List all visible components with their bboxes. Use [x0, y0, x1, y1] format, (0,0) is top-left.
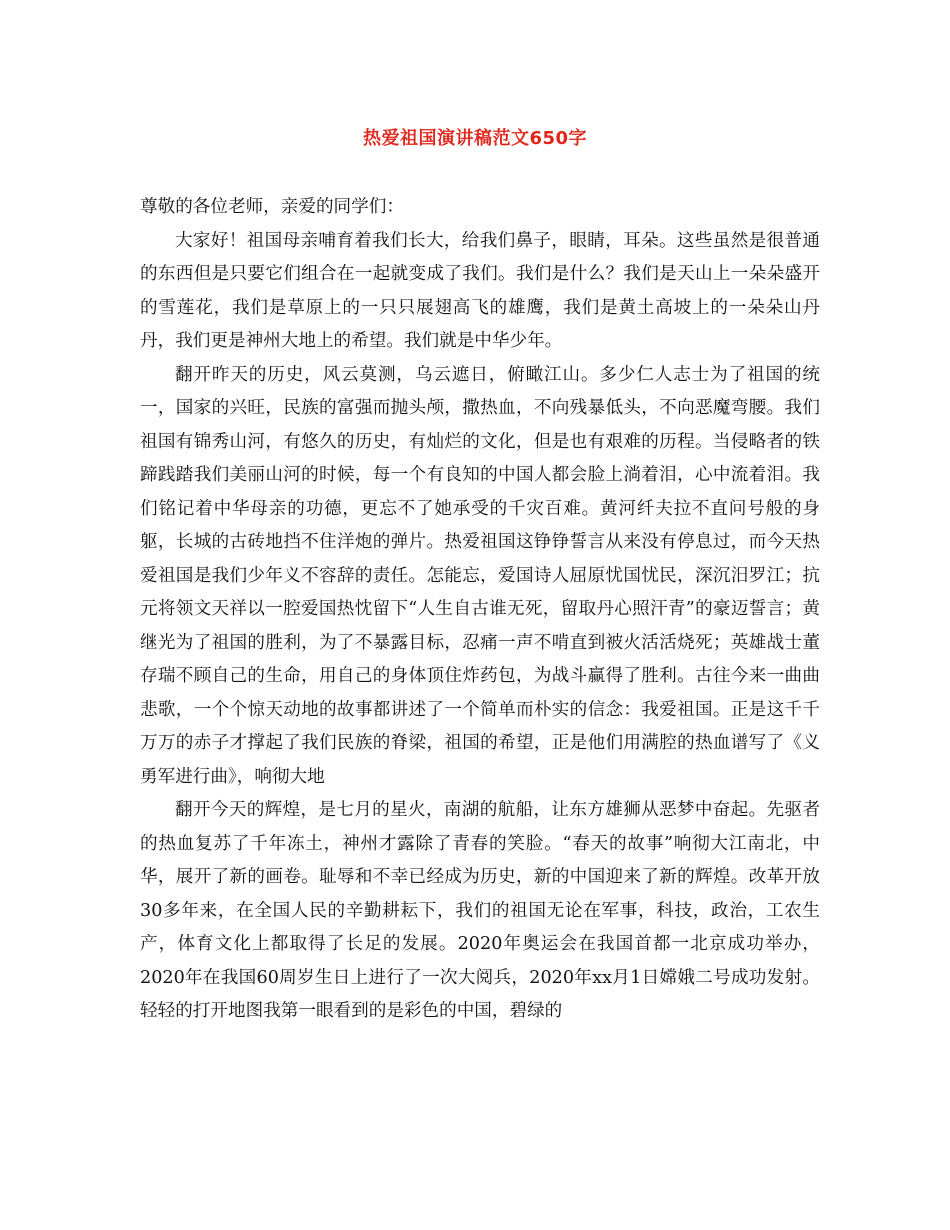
paragraph-1: 大家好！祖国母亲哺育着我们长大，给我们鼻子，眼睛，耳朵。这些虽然是很普通的东西但是只要它们组合在一起就变成了我们。我们是什么？我们是天山上一朵朵盛开的雪莲花，我们是草原上的一只只展翅高飞的雄鹰，我们是黄土高坡上的一朵朵山丹丹，我们更是神州大地上的希望。我们就是中华少年。	[140, 230, 820, 351]
salutation: 尊敬的各位老师，亲爱的同学们：	[140, 197, 404, 217]
document-body	[140, 191, 820, 1029]
paragraph-3: 翻开今天的辉煌，是七月的星火，南湖的航船，让东方雄狮从恶梦中奋起。先驱者的热血复苏了千年冻土，神州才露除了青春的笑脸。“春天的故事”响彻大江南北，中华，展开了新的画卷。耻辱和不幸已经成为历史，新的中国迎来了新的辉煌。改革开放30多年来，在全国人民的辛勤耕耘下，我们的祖国无论在军事，科技，政治，工农生产，体育文化上都取得了长足的发展。2020年奥运会在我国首都一北京成功举办，2020年在我国60周岁生日上进行了一次大阅兵，2020年xx月1日嫦娥二号成功发射。轻轻的打开地图我第一眼看到的是彩色的中国，碧绿的	[140, 800, 820, 1021]
paragraph-2: 翻开昨天的历史，风云莫测，乌云遮日，俯瞰江山。多少仁人志士为了祖国的统一，国家的兴旺，民族的富强而抛头颅，撒热血，不向残暴低头，不向恶魔弯腰。我们祖国有锦秀山河，有悠久的历史，有灿烂的文化，但是也有艰难的历程。当侵略者的铁蹄践踏我们美丽山河的时候，每一个有良知的中国人都会脸上淌着泪，心中流着泪。我们铭记着中华母亲的功德，更忘不了她承受的千灾百难。黄河纤夫拉不直问号般的身躯，长城的古砖地挡不住洋炮的弹片。热爱祖国这铮铮誓言从来没有停息过，而今天热爱祖国是我们少年义不容辞的责任。怎能忘，爱国诗人屈原忧国忧民，深沉汨罗江；抗元将领文天祥以一腔爱国热忱留下“人生自古谁无死，留取丹心照汗青”的豪迈誓言；黄继光为了祖国的胜利，为了不暴露目标，忍痛一声不啃直到被火活活烧死；英雄战士董存瑞不顾自己的生命，用自己的身体顶住炸药包，为战斗赢得了胜利。古往今来一曲曲悲歌，一个个惊天动地的故事都讲述了一个简单而朴实的信念：我爱祖国。正是这千千万万的赤子才撑起了我们民族的脊梁，祖国的希望，正是他们用满腔的热血谱写了《义勇军进行曲》，响彻大地	[140, 364, 820, 787]
document-title: 热爱祖国演讲稿范文650字	[362, 128, 588, 149]
